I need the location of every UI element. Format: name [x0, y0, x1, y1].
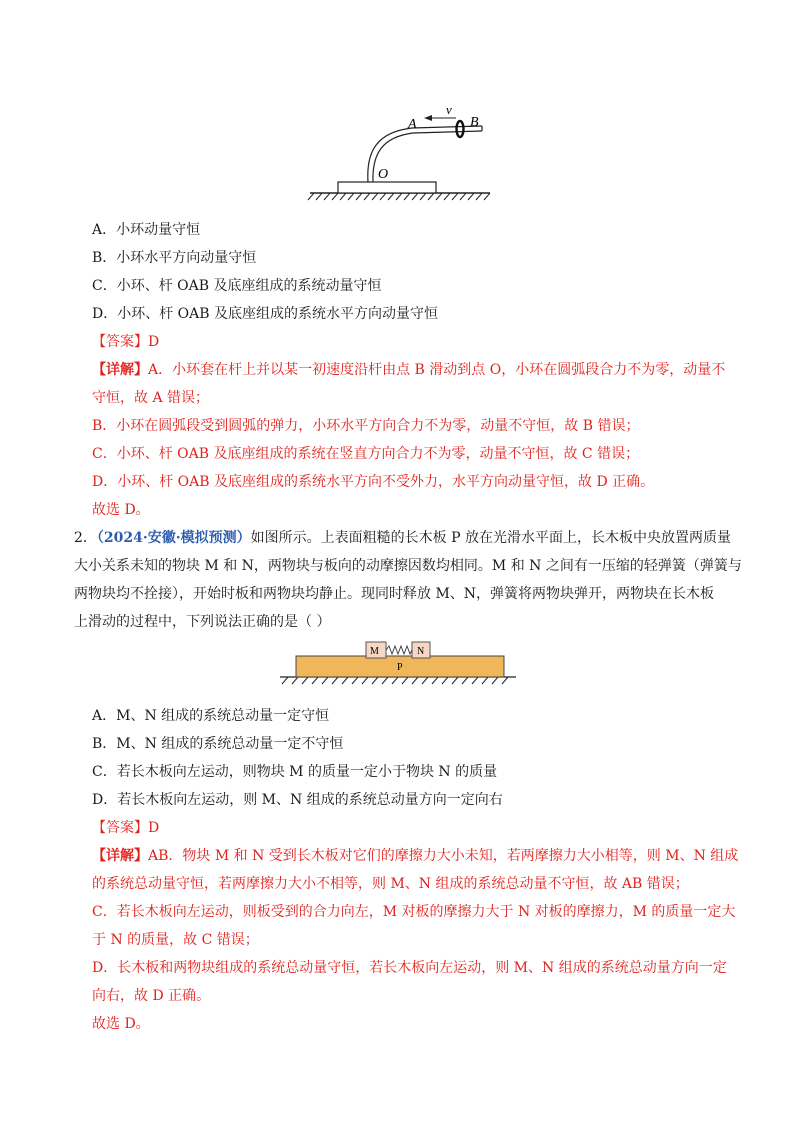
q2-option-d: D．若长木板向左运动，则 M、N 组成的系统总动量方向一定向右	[92, 792, 503, 808]
label-n: N	[417, 646, 425, 657]
label-a: A	[408, 117, 417, 132]
q2-explain-line-6: 向右，故 D 正确。	[92, 988, 211, 1004]
q2-explain-tag: 【详解】	[92, 848, 148, 864]
q2-stem-text-1: 如图所示。上表面粗糙的长木板 P 放在光滑水平面上，长木板中央放置两质量	[250, 530, 731, 546]
rod-figure	[300, 100, 500, 204]
q1-explain-line-3: B．小环在圆弧段受到圆弧的弹力，小环水平方向合力不为零，动量不守恒，故 B 错误；	[92, 418, 640, 434]
q1-conclusion: 故选 D。	[92, 502, 150, 518]
board-figure	[280, 640, 520, 686]
q1-explain-line-1	[92, 360, 725, 380]
q1-explain-line-2: 守恒，故 A 错误；	[92, 390, 210, 406]
label-b: B	[470, 115, 479, 130]
q2-stem-line-1	[74, 528, 731, 548]
label-p: P	[397, 662, 403, 673]
label-m: M	[370, 646, 379, 657]
q2-explain-line-1	[92, 846, 738, 866]
q2-stem-line-4: 上滑动的过程中，下列说法正确的是（ ）	[74, 614, 331, 630]
q2-explain-line-2: 的系统总动量守恒，若两摩擦力大小不相等，则 M、N 组成的系统总动量不守恒，故 AB 错误；	[92, 876, 689, 892]
label-v: v	[446, 102, 452, 117]
q2-explain-line-5: D．长木板和两物块组成的系统总动量守恒，若长木板向左运动，则 M、N 组成的系统总动量方向一定	[92, 960, 727, 976]
q1-option-c: C．小环、杆 OAB 及底座组成的系统动量守恒	[92, 278, 382, 294]
q1-option-d: D．小环、杆 OAB 及底座组成的系统水平方向动量守恒	[92, 306, 438, 322]
q2-option-a: A．M、N 组成的系统总动量一定守恒	[92, 708, 330, 724]
label-o: O	[378, 167, 389, 182]
q1-answer: 【答案】D	[92, 334, 160, 350]
q1-option-b: B．小环水平方向动量守恒	[92, 250, 257, 266]
q2-option-b: B．M、N 组成的系统总动量一定不守恒	[92, 736, 344, 752]
q2-explain-line-4: 于 N 的质量，故 C 错误；	[92, 932, 259, 948]
q1-explain-tag: 【详解】	[92, 362, 148, 378]
q1-explain-line-5: D．小环、杆 OAB 及底座组成的系统水平方向不受外力，水平方向动量守恒，故 D 正确。	[92, 474, 655, 490]
q2-source: （2024·安徽·模拟预测）	[96, 530, 251, 546]
q2-number: 2．	[74, 530, 97, 546]
q2-explain-line-3: C．若长木板向左运动，则板受到的合力向左，M 对板的摩擦力大于 N 对板的摩擦力，M 的质量一定大	[92, 904, 736, 920]
q2-option-c: C．若长木板向左运动，则物块 M 的质量一定小于物块 N 的质量	[92, 764, 498, 780]
q2-conclusion: 故选 D。	[92, 1016, 150, 1032]
q2-answer: 【答案】D	[92, 820, 160, 836]
q2-explain-text-1: AB．物块 M 和 N 受到长木板对它们的摩擦力大小未知，若两摩擦力大小相等，则 M、N 组成	[148, 848, 739, 864]
q1-explain-line-4: C．小环、杆 OAB 及底座组成的系统在竖直方向合力不为零，动量不守恒，故 C 错误；	[92, 446, 640, 462]
q2-stem-line-3: 两物块均不拴接），开始时板和两物块均静止。现同时释放 M、N，弹簧将两物块弹开，两物块在长木板	[74, 586, 715, 602]
q1-explain-text-1: A．小环套在杆上并以某一初速度沿杆由点 B 滑动到点 O，小环在圆弧段合力不为零，动量不	[148, 362, 726, 378]
q1-option-a: A．小环动量守恒	[92, 222, 201, 238]
q2-stem-line-2: 大小关系未知的物块 M 和 N，两物块与板向的动摩擦因数均相同。M 和 N 之间有一压缩的轻弹簧（弹簧与	[74, 558, 742, 574]
